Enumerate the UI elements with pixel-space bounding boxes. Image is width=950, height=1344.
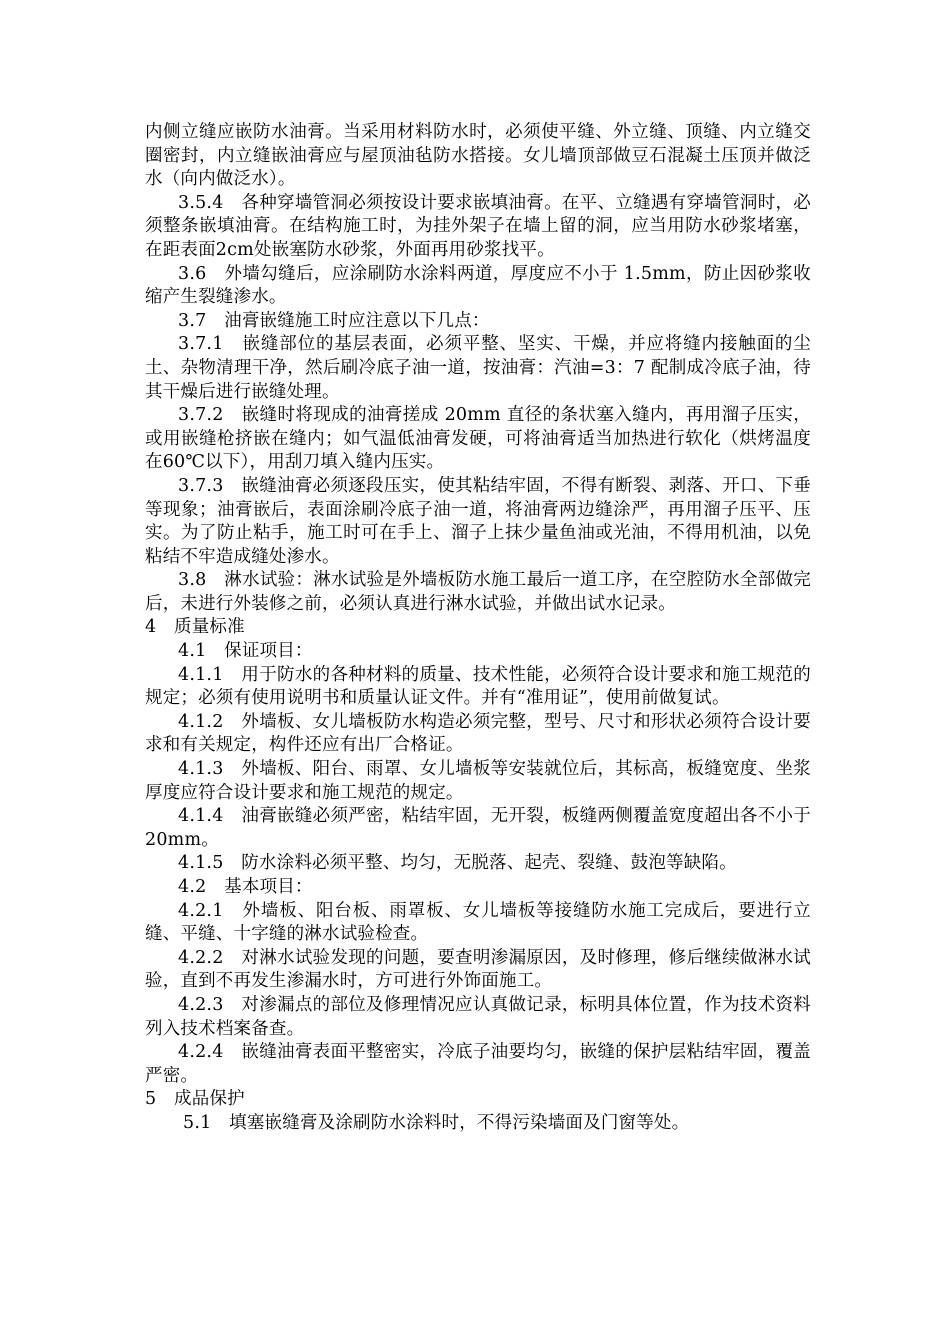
- paragraph-3-7-1: 3.7.1 嵌缝部位的基层表面，必须平整、坚实、干燥，并应将缝内接触面的尘土、杂物清理干净，然后刷冷底子油一道，按油膏：汽油=3：7 配制成冷底子油，待其干燥后进行嵌缝处理。: [145, 334, 811, 402]
- paragraph-4-2-1: 4.2.1 外墙板、阳台板、雨罩板、女儿墙板等接缝防水施工完成后，要进行立缝、平缝、十字缝的淋水试验检查。: [145, 900, 811, 945]
- paragraph-4-2: 4.2 基本项目：: [178, 877, 313, 897]
- paragraph-4-2-4: 4.2.4 嵌缝油膏表面平整密实，冷底子油要均匀，嵌缝的保护层粘结牢固，覆盖严密。: [145, 1042, 811, 1086]
- paragraph-4-1-5: 4.1.5 防水涂料必须平整、均匀，无脱落、起壳、裂缝、鼓泡等缺陷。: [178, 853, 737, 874]
- paragraph-3-7-2: 3.7.2 嵌缝时将现成的油膏搓成 20mm 直径的条状塞入缝内，再用溜子压实，或用嵌缝枪挤嵌在缝内；如气温低油膏发硬，可将油膏适当加热进行软化（烘烤温度在60℃以下），用刮刀填入缝内压实。: [145, 405, 811, 473]
- section-heading-4: 4 质量标准: [145, 617, 245, 638]
- paragraph-4-1-1: 4.1.1 用于防水的各种材料的质量、技术性能，必须符合设计要求和施工规范的规定；必须有使用说明书和质量认证文件。并有“准用证”，使用前做复试。: [145, 664, 811, 709]
- paragraph-3-6: 3.6 外墙勾缝后，应涂刷防水涂料两道，厚度应不小于 1.5mm，防止因砂浆收缩产生裂缝渗水。: [145, 263, 811, 308]
- paragraph-4-2-2: 4.2.2 对淋水试验发现的问题，要查明渗漏原因，及时修理，修后继续做淋水试验，直到不再发生渗漏水时，方可进行外饰面施工。: [145, 947, 811, 992]
- paragraph-5-1: 5.1 填塞嵌缝膏及涂刷防水涂料时，不得污染墙面及门窗等处。: [183, 1112, 690, 1133]
- paragraph-4-2-3: 4.2.3 对渗漏点的部位及修理情况应认真做记录，标明具体位置，作为技术资料列入技术档案备查。: [145, 994, 811, 1039]
- paragraph-3-5-4: 3.5.4 各种穿墙管洞必须按设计要求嵌填油膏。在平、立缝遇有穿墙管洞时，必须整条嵌填油膏。在结构施工时，为挂外架子在墙上留的洞，应当用防水砂浆堵塞，在距表面2cm处嵌塞防水砂浆，外面再用砂浆找平。: [145, 192, 811, 260]
- paragraph-4-1-2: 4.1.2 外墙板、女儿墙板防水构造必须完整，型号、尺寸和形状必须符合设计要求和有关规定，构件还应有出厂合格证。: [145, 711, 811, 756]
- document-body: [145, 121, 811, 1136]
- section-heading-5: 5 成品保护: [145, 1089, 245, 1110]
- paragraph-3-7-3: 3.7.3 嵌缝油膏必须逐段压实，使其粘结牢固，不得有断裂、剥落、开口、下垂等现象；油膏嵌后，表面涂刷冷底子油一道，将油膏两边缝涂严，再用溜子压平、压实。为了防止粘手，施工时可在手上、溜子上抹少量鱼油或光油，不得用机油，以免粘结不牢造成缝处渗水。: [145, 475, 811, 567]
- paragraph-4-1: 4.1 保证项目：: [178, 641, 313, 662]
- paragraph-continuation: 内侧立缝应嵌防水油膏。当采用材料防水时，必须使平缝、外立缝、顶缝、内立缝交圈密封，内立缝嵌油膏应与屋顶油毡防水搭接。女儿墙顶部做豆石混凝土压顶并做泛水（向内做泛水）。: [145, 122, 811, 190]
- paragraph-4-1-3: 4.1.3 外墙板、阳台、雨罩、女儿墙板等安装就位后，其标高，板缝宽度、坐浆厚度应符合设计要求和施工规范的规定。: [145, 759, 811, 803]
- paragraph-4-1-4: 4.1.4 油膏嵌缝必须严密，粘结牢固，无开裂，板缝两侧覆盖宽度超出各不小于 20mm。: [145, 806, 811, 850]
- paragraph-3-8: 3.8 淋水试验：淋水试验是外墙板防水施工最后一道工序，在空腔防水全部做完后，未进行外装修之前，必须认真进行淋水试验，并做出试水记录。: [145, 570, 811, 614]
- paragraph-3-7: 3.7 油膏嵌缝施工时应注意以下几点：: [178, 310, 490, 331]
